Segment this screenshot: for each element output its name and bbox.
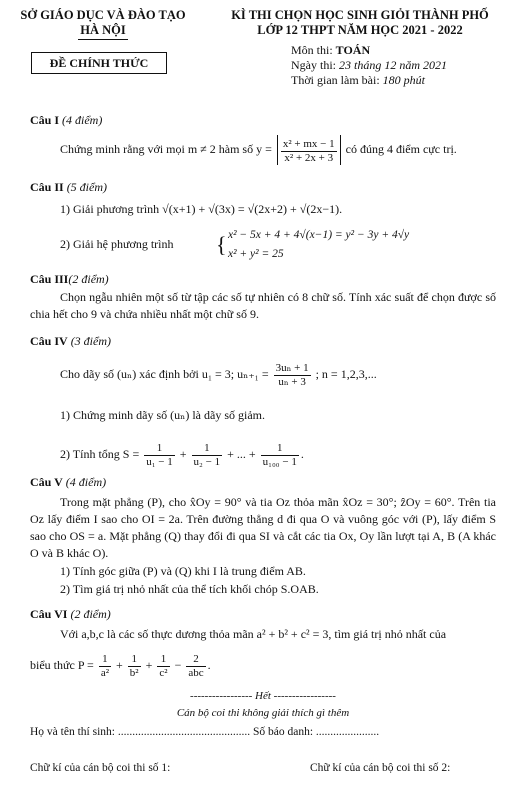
question-3-text: Chọn ngẫu nhiên một số từ tập các số tự nhiên có 8 chữ số. Tính xác suất để chọn được số chia hết cho 9 và chứa nhiều nhất một chữ số 9. (30, 290, 496, 321)
exam-title: KÌ THI CHỌN HỌC SINH GIỎI THÀNH PHỐ (231, 8, 489, 22)
date-line (291, 58, 447, 73)
system-equation-1: x² − 5x + 4 + 4√(x−1) = y² − 3y + 4√y (228, 229, 410, 241)
date-value: 23 tháng 12 năm 2021 (339, 58, 447, 72)
q1-fraction-numerator: x² + mx − 1 (282, 138, 335, 150)
official-stamp-box (31, 52, 167, 74)
question-2-heading: Câu II (5 điểm) (30, 180, 108, 194)
question-2-item-2: 2) Giải hệ phương trình (60, 237, 174, 251)
recurrence-denominator: uₙ + 3 (278, 375, 306, 388)
question-4-intro: Cho dãy số (uₙ) xác định bởi u₁ = 3; uₙ₊₁ = $\frac{\text{3uₙ + 1}}{\text{uₙ + 3}}$ ; n = 1,2,3,... (60, 361, 377, 388)
proctor-note: Cán bộ coi thi không giải thích gì thêm (176, 707, 350, 719)
question-5-item-1: 1) Tính góc giữa (P) và (Q) khi I là trung điểm AB. (60, 564, 306, 578)
question-4-item-2: 2) Tính tổng S = $\frac{1}{\text{u₁ − 1}}$ + $\frac{1}{\text{u₂ − 1}}$ + ... + $\frac{1}{\text{u₁₀₀ − 1}}$ . (60, 441, 304, 468)
question-6-heading: Câu VI (2 điểm) (30, 607, 111, 621)
time-line (291, 73, 425, 88)
date-label: Ngày thi: (291, 58, 339, 72)
end-mark: ----------------- Hết ----------------- (190, 690, 336, 702)
signature-proctor-2: Chữ kí của cán bộ coi thi số 2: (310, 762, 451, 774)
subject-line (291, 43, 370, 58)
system-brace: { (216, 232, 227, 257)
question-5-item-2: 2) Tìm giá trị nhỏ nhất của thể tích khối chóp S.OAB. (60, 582, 319, 596)
question-2-item-1: 1) Giải phương trình √(x+1) + √(3x) = √(2x+2) + √(2x−1). (60, 202, 343, 216)
question-3-heading: Câu III(2 điểm) (30, 272, 109, 286)
candidate-info-line: Họ và tên thí sinh: .............................................. Số báo danh: ...................... (30, 726, 380, 738)
time-value: 180 phút (382, 73, 426, 87)
question-4-item-1: 1) Chứng minh dãy số (uₙ) là dãy số giảm. (60, 408, 266, 422)
question-1-body: Chứng minh rằng với mọi m ≠ 2 hàm số y = $\frac{\text{x² + mx − 1}}{\text{x² + 2x + 3}}$ có đúng 4 điểm cực trị. (60, 134, 457, 165)
department-name: SỞ GIÁO DỤC VÀ ĐÀO TẠO (20, 8, 186, 22)
question-6-text: Với a,b,c là các số thực dương thỏa mãn a² + b² + c² = 3, tìm giá trị nhỏ nhất của (60, 627, 447, 641)
recurrence-numerator: 3uₙ + 1 (275, 361, 309, 374)
question-5-heading: Câu V (4 điểm) (30, 475, 107, 489)
subject-label: Môn thi: (291, 43, 336, 57)
question-6-expression: biểu thức P = $\frac{1}{\text{a²}}$ + $\frac{1}{\text{b²}}$ + $\frac{1}{\text{c²}}$ − $\frac{2}{\text{abc}}$ . (30, 652, 211, 679)
system-equation-2: x² + y² = 25 (228, 248, 284, 260)
signature-proctor-1: Chữ kí của cán bộ coi thi số 1: (30, 762, 171, 774)
question-5-text: Trong mặt phẳng (P), cho x̂Oy = 90° và tia Oz thỏa mãn x̂Oz = 30°; ẑOy = 60°. Trên tia Oz lấy điểm I sao cho OI = 2a. Trên đường thẳng d đi qua O và vuông góc với (P), lấy điểm S sao cho OS = a. Mặt phẳng (Q) thay đổi đi qua SI và cắt các tia Ox, Oy lần lượt tại A, B (A khác O và B khác O). (30, 495, 496, 560)
q1-fraction-denominator: x² + 2x + 3 (284, 152, 334, 164)
subject-value: TOÁN (335, 43, 371, 57)
question-1-heading: Câu I (4 điểm) (30, 113, 103, 127)
header-underline (78, 39, 128, 40)
official-label: ĐỀ CHÍNH THỨC (49, 56, 149, 70)
time-label: Thời gian làm bài: (291, 73, 383, 87)
exam-level: LỚP 12 THPT NĂM HỌC 2021 - 2022 (257, 23, 463, 37)
department-city: HÀ NỘI (80, 23, 126, 37)
question-4-heading: Câu IV (3 điểm) (30, 334, 112, 348)
